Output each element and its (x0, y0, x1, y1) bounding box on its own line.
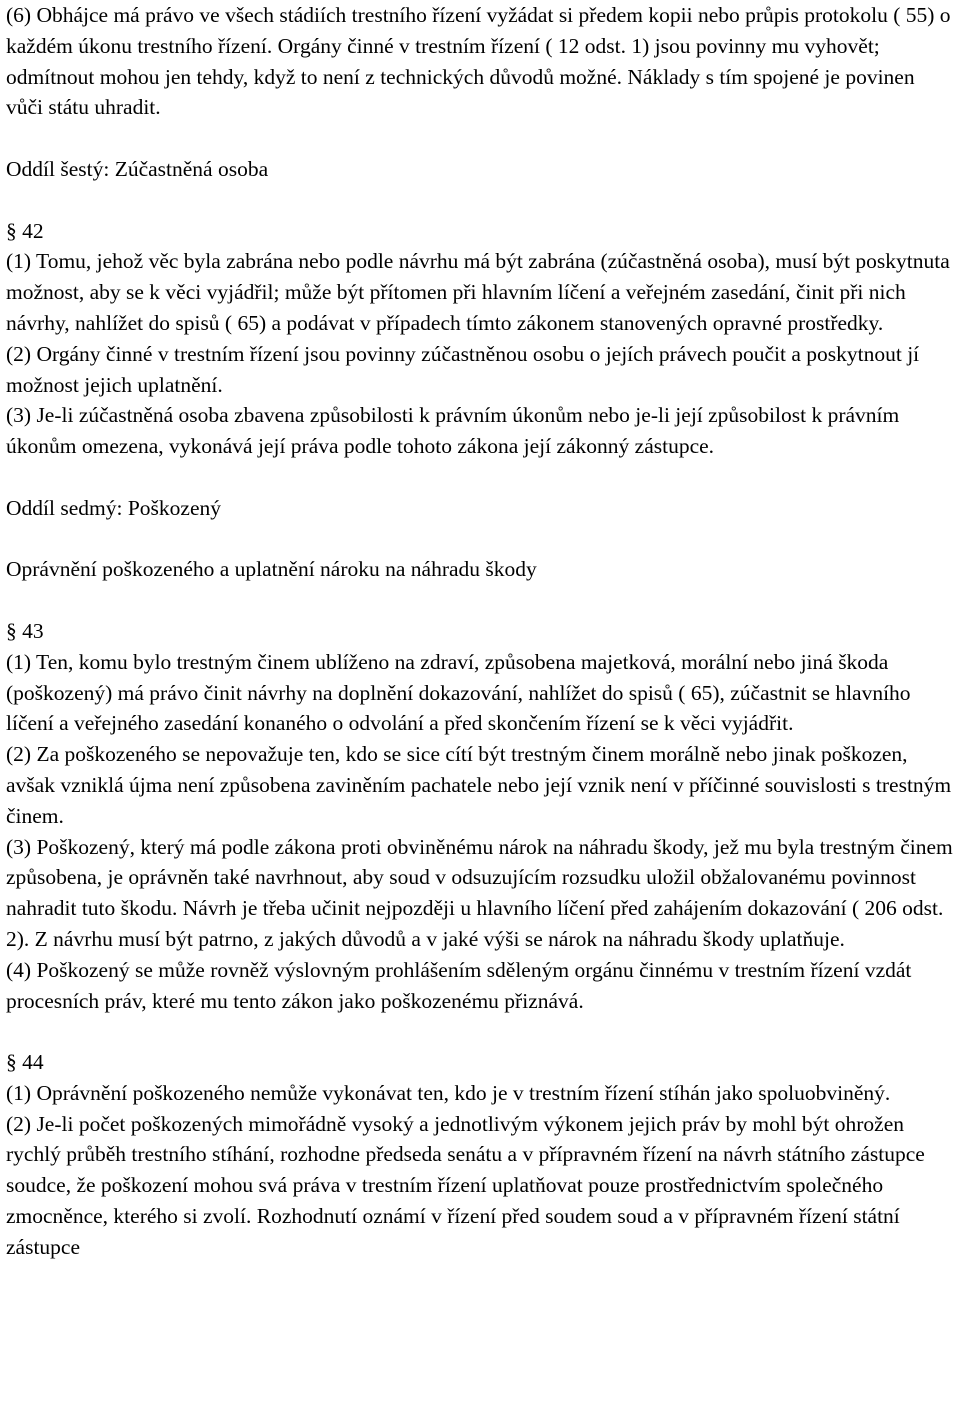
section-heading-6: Oddíl šestý: Zúčastněná osoba (6, 156, 269, 181)
paragraph-43-4: (4) Poškozený se může rovněž výslovným prohlášením sděleným orgánu činnému v trestním řízení vzdát procesních práv, které mu tento zákon jako poškozenému přiznává. (6, 957, 912, 1013)
section-heading-7: Oddíl sedmý: Poškozený (6, 495, 221, 520)
spacer (6, 123, 956, 154)
paragraph-44-1: (1) Oprávnění poškozeného nemůže vykonávat ten, kdo je v trestním řízení stíhán jako spoluobviněný. (6, 1080, 891, 1105)
spacer (6, 462, 956, 493)
paragraph-43-3: (3) Poškozený, který má podle zákona proti obviněnému nárok na náhradu škody, jež mu byla trestným činem způsobena, je oprávněn také navrhnout, aby soud v odsuzujícím rozsudku uložil obžalovanému povinnost nahradit tuto škodu. Návrh je třeba učinit nejpozději u hlavního líčení před zahájením dokazování ( 206 odst. 2). Z návrhu musí být patrno, z jakých důvodů a v jaké výši se nárok na náhradu škody uplatňuje. (6, 834, 953, 951)
paragraph-41-6: (6) Obhájce má právo ve všech stádiích trestního řízení vyžádat si předem kopii nebo průpis protokolu ( 55) o každém úkonu trestního řízení. Orgány činné v trestním řízení ( 12 odst. 1) jsou povinny mu vyhovět; odmítnout mohou jen tehdy, když to není z technických důvodů možné. Náklady s tím spojené je povinen vůči státu uhradit. (6, 3, 951, 120)
paragraph-number-43-text: 43 (16, 618, 44, 643)
paragraph-43-2: (2) Za poškozeného se nepovažuje ten, kdo se sice cítí být trestným činem morálně nebo jinak poškozen, avšak vzniklá újma není způsobena zaviněním pachatele nebo její vznik není v příčinné souvislosti s trestným činem. (6, 742, 952, 828)
paragraph-number-42: § 42 (6, 218, 44, 243)
paragraph-43-1: (1) Ten, komu bylo trestným činem ublíženo na zdraví, způsobena majetková, morální nebo jiná škoda (poškozený) má právo činit návrhy na doplnění dokazování, nahlížet do spisů ( 65), zúčastnit se hlavního líčení a veřejného zasedání konaného o odvolání a před skončením řízení se k věci vyjádřit. (6, 649, 911, 736)
document-page (6, 0, 956, 1263)
paragraph-number-44: § 44 (6, 1050, 44, 1075)
paragraph-44-2: (2) Je-li počet poškozených mimořádně vysoký a jednotlivým výkonem jejich práv by mohl být ohrožen rychlý průběh trestního stíhání, rozhodne předseda senátu a v přípravném řízení na návrh státního zástupce soudce, že poškození mohou svá práva v trestním řízení uplatňovat pouze prostřednictvím společného zmocněnce, kterého si zvolí. Rozhodnutí oznámí v řízení před soudem soud a v přípravném řízení státní zástupce (6, 1111, 925, 1259)
section-subheading-7: Oprávnění poškozeného a uplatnění nároku na náhradu škody (6, 557, 537, 582)
paragraph-number-44-text: 44 (16, 1050, 44, 1075)
spacer (6, 1016, 956, 1047)
spacer (6, 185, 956, 216)
paragraph-number-42-text: 42 (16, 218, 44, 243)
paragraph-number-43: § 43 (6, 618, 44, 643)
paragraph-42-3: (3) Je-li zúčastněná osoba zbavena způsobilosti k právním úkonům nebo je-li její způsobilost k právním úkonům omezena, vykonává její práva podle tohoto zákona její zákonný zástupce. (6, 403, 900, 459)
spacer (6, 585, 956, 616)
paragraph-42-2: (2) Orgány činné v trestním řízení jsou povinny zúčastněnou osobu o jejích právech poučit a poskytnout jí možnost jejich uplatnění. (6, 341, 920, 397)
paragraph-42-1: (1) Tomu, jehož věc byla zabrána nebo podle návrhu má být zabrána (zúčastněná osoba), musí být poskytnuta možnost, aby se k věci vyjádřil; může být přítomen při hlavním líčení a veřejném zasedání, činit při nich návrhy, nahlížet do spisů ( 65) a podávat v případech tímto zákonem stanovených opravné prostředky. (6, 249, 950, 335)
spacer (6, 524, 956, 555)
